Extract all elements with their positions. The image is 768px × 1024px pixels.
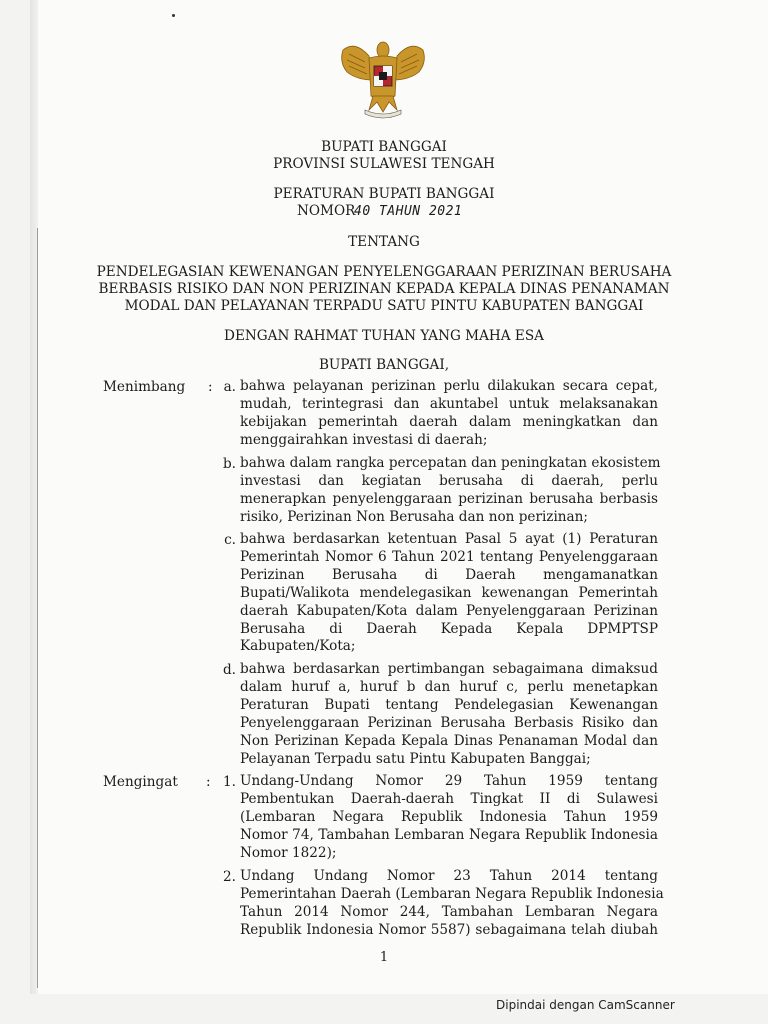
nomor-handwritten: 40 TAHUN 2021: [354, 204, 463, 219]
title-line-1: PENDELEGASIAN KEWENANGAN PENYELENGGARAAN PERIZINAN BERUSAHA: [96, 264, 672, 280]
tentang-heading: TENTANG: [348, 234, 420, 250]
menimbang-item-a: bahwa pelayanan perizinan perlu dilakukan secara cepat, mudah, terintegrasi dan akuntabel untuk melaksanakan kebijakan pemerintah daerah dalam meningkatkan dan menggairahkan investasi di daerah;: [240, 378, 658, 448]
preamble: DENGAN RAHMAT TUHAN YANG MAHA ESA: [224, 328, 544, 344]
scan-speck: [172, 14, 175, 17]
heading-bupati: BUPATI BANGGAI: [321, 139, 447, 155]
garuda-emblem-icon: [335, 36, 431, 122]
mengingat-item-2: Undang Undang Nomor 23 Tahun 2014 tentang Pemerintahan Daerah (Lembaran Negara Republik Indonesia Tahun 2014 Nomor 244, Tambahan Lembaran Negara Republik Indonesia Nomor 5587) sebagaimana telah diubah: [240, 868, 664, 938]
nomor-label: NOMOR: [297, 203, 356, 219]
mengingat-colon: :: [206, 774, 211, 790]
heading-provinsi: PROVINSI SULAWESI TENGAH: [273, 156, 495, 172]
mengingat-item-1: Undang-Undang Nomor 29 Tahun 1959 tentang Pembentukan Daerah-daerah Tingkat II di Sulawesi (Lembaran Negara Republik Indonesia Tahun 1959 Nomor 74, Tambahan Lembaran Negara Republik Indonesia Nomor 1822);: [240, 773, 658, 861]
menimbang-item-b: bahwa dalam rangka percepatan dan peningkatan ekosistem investasi dan kegiatan berusaha di daerah, perlu menerapkan penyelenggaraan perizinan berusaha berbasis risiko, Perizinan Non Berusaha dan non perizinan;: [240, 455, 661, 525]
page-number: 1: [379, 950, 389, 965]
title-line-2: BERBASIS RISIKO DAN NON PERIZINAN KEPADA KEPALA DINAS PENANAMAN: [98, 281, 670, 297]
camscanner-footer: Dipindai dengan CamScanner: [496, 998, 675, 1012]
menimbang-item-c: bahwa berdasarkan ketentuan Pasal 5 ayat (1) Peraturan Pemerintah Nomor 6 Tahun 2021 tentang Penyelenggaraan Perizinan Berusaha di Daerah mengamanatkan Bupati/Walikota mendelegasikan kewenangan Pemerintah daerah Kabupaten/Kota dalam Penyelenggaraan Perizinan Berusaha di Daerah Kepada Kepala DPMPTSP Kabupaten/Kota;: [240, 531, 658, 655]
mengingat-mark-2: 2.: [223, 869, 236, 885]
title-line-3: MODAL DAN PELAYANAN TERPADU SATU PINTU KABUPATEN BANGGAI: [124, 298, 644, 314]
menimbang-colon: :: [208, 379, 213, 395]
menimbang-mark-b: b.: [222, 456, 236, 472]
menimbang-mark-d: d.: [222, 662, 236, 678]
menimbang-mark-a: a.: [223, 379, 236, 395]
menimbang-mark-c: c.: [224, 532, 236, 548]
menimbang-label: Menimbang: [103, 379, 186, 395]
mengingat-label: Mengingat: [103, 774, 178, 790]
menimbang-item-d: bahwa berdasarkan pertimbangan sebagaimana dimaksud dalam huruf a, huruf b dan huruf c, perlu menetapkan Peraturan Bupati tentang Pendelegasian Kewenangan Penyelenggaraan Perizinan Berusaha Berbasis Risiko dan Non Perizinan Kepada Kepala Dinas Penanaman Modal dan Pelayanan Terpadu satu Pintu Kabupaten Banggai;: [240, 661, 658, 767]
heading-peraturan: PERATURAN BUPATI BANGGAI: [273, 186, 495, 202]
bupati-line: BUPATI BANGGAI,: [318, 357, 450, 373]
mengingat-mark-1: 1.: [223, 774, 236, 790]
